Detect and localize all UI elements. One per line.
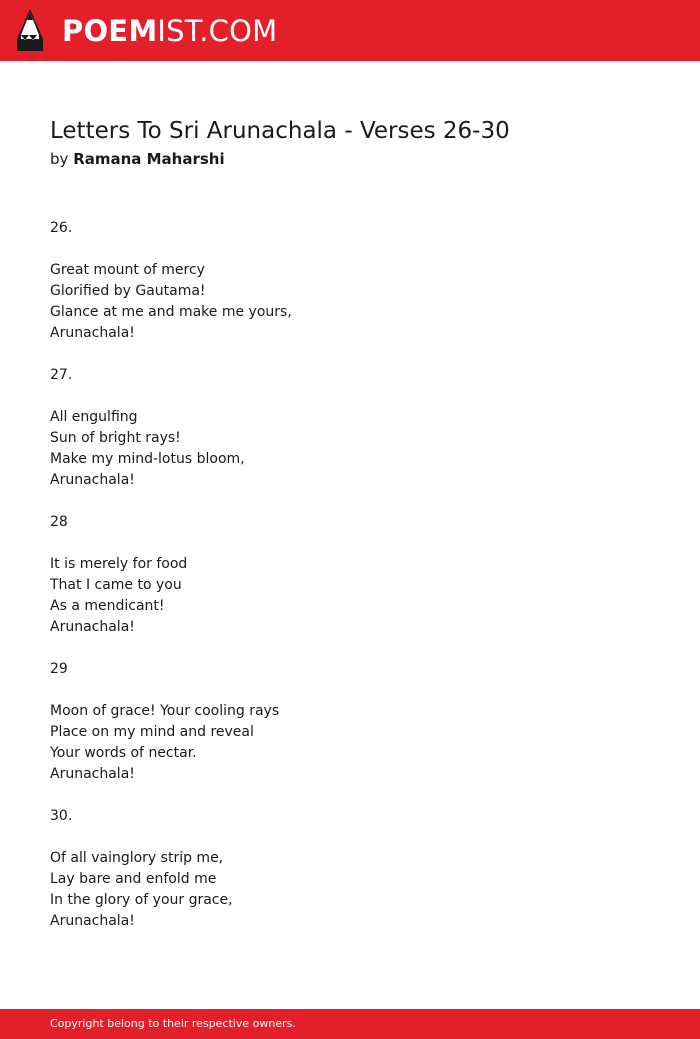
verse-number: 26.	[50, 220, 73, 236]
stanza	[50, 407, 650, 491]
poem-line: As a mendicant!	[50, 598, 165, 614]
poem-line: Great mount of mercy	[50, 262, 205, 278]
site-logo[interactable]	[62, 11, 277, 51]
poem-line: In the glory of your grace,	[50, 892, 233, 908]
poem-line: Sun of bright rays!	[50, 430, 181, 446]
verse	[50, 218, 650, 344]
poem-line: All engulfing	[50, 409, 138, 425]
verse	[50, 365, 650, 491]
pencil-tip-icon	[17, 9, 43, 51]
site-header	[0, 0, 700, 61]
poem-line: Make my mind-lotus bloom,	[50, 451, 245, 467]
by-label: by	[50, 150, 69, 168]
poem-line: Place on my mind and reveal	[50, 724, 254, 740]
poem-title: Letters To Sri Arunachala - Verses 26-30	[50, 118, 510, 144]
logo-text-bold: POEM	[62, 14, 158, 48]
poem-line: Glorified by Gautama!	[50, 283, 206, 299]
poem-line: Arunachala!	[50, 766, 135, 782]
logo-text-light: IST.COM	[157, 14, 278, 48]
stanza	[50, 701, 650, 785]
site-footer	[0, 1009, 700, 1039]
stanza	[50, 260, 650, 344]
poem-line: Arunachala!	[50, 472, 135, 488]
poem-line: Arunachala!	[50, 619, 135, 635]
verse-number: 29	[50, 661, 68, 677]
copyright-notice: Copyright belong to their respective owners.	[50, 1017, 296, 1030]
poem-line: Moon of grace! Your cooling rays	[50, 703, 280, 719]
poem-body	[50, 218, 650, 953]
poem-line: Lay bare and enfold me	[50, 871, 217, 887]
verse-number: 28	[50, 514, 68, 530]
author-name: Ramana Maharshi	[73, 150, 225, 168]
verse-number: 30.	[50, 808, 73, 824]
poem-line: Arunachala!	[50, 913, 135, 929]
byline	[50, 148, 225, 170]
verse	[50, 659, 650, 785]
poem-line: Your words of nectar.	[50, 745, 197, 761]
stanza	[50, 848, 650, 932]
poem-line: It is merely for food	[50, 556, 188, 572]
poem-line: That I came to you	[50, 577, 182, 593]
poem-line: Of all vainglory strip me,	[50, 850, 224, 866]
poem-line: Arunachala!	[50, 325, 135, 341]
verse-number: 27.	[50, 367, 73, 383]
verse	[50, 512, 650, 638]
poem-line: Glance at me and make me yours,	[50, 304, 292, 320]
verse	[50, 806, 650, 932]
stanza	[50, 554, 650, 638]
